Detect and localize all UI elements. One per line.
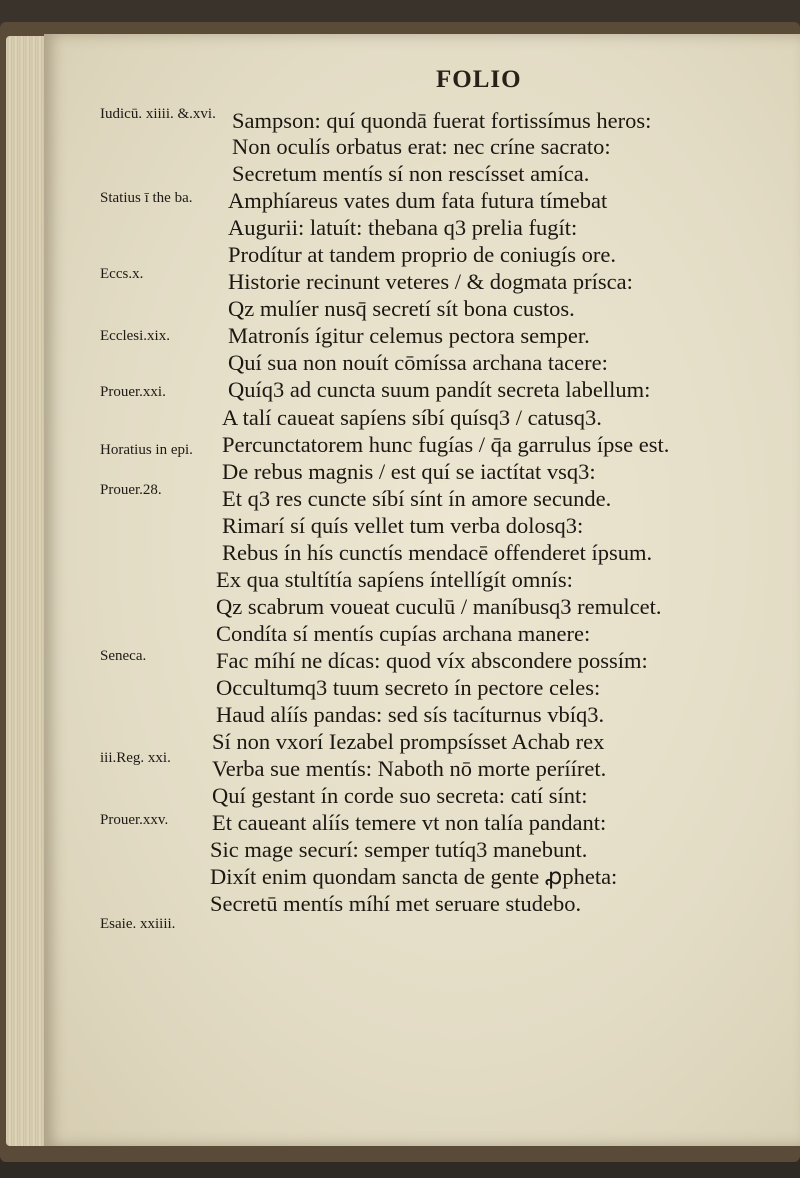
verse-line: Et caueant alíís temere vt non talía pandant: <box>212 810 607 835</box>
margin-note: Statius ī the ba. <box>100 190 193 206</box>
margin-note: Prouer.xxi. <box>100 384 166 400</box>
verse-line: A talí caueat sapíens síbí quísq3 / catusq3. <box>222 405 602 430</box>
verse-line: Matronís ígitur celemus pectora semper. <box>228 323 590 348</box>
verse-line: Qz mulíer nusq̄ secretí sít bona custos. <box>228 296 575 321</box>
margin-note: Esaie. xxiiii. <box>100 916 176 932</box>
verse-line: Sampson: quí quondā fuerat fortissímus heros: <box>232 108 652 133</box>
margin-note: Ecclesi.xix. <box>100 328 170 344</box>
margin-note: Eccs.x. <box>100 266 144 282</box>
margin-note: Horatius in epi. <box>100 442 193 458</box>
verse-line: Quíq3 ad cuncta suum pandít secreta labellum: <box>228 377 651 402</box>
verse-line: Verba sue mentís: Naboth nō morte perííret. <box>212 756 607 781</box>
margin-note: Iudicū. xiiii. &.xvi. <box>100 106 216 122</box>
verse-line: Augurii: latuít: thebana q3 prelia fugít: <box>228 215 578 240</box>
margin-note: iii.Reg. xxi. <box>100 750 171 766</box>
margin-note: Seneca. <box>100 648 147 664</box>
verse-line: Et q3 res cuncte síbí sínt ín amore secunde. <box>222 486 612 511</box>
verse-line: Ex qua stultítía sapíens íntellígít omnís: <box>216 567 573 592</box>
verse-line: Secretum mentís sí non rescísset amíca. <box>232 161 590 186</box>
verse-line: Occultumq3 tuum secreto ín pectore celes: <box>216 675 601 700</box>
verse-line: Condíta sí mentís cupías archana manere: <box>216 621 591 646</box>
folio-header: FOLIO <box>436 66 522 93</box>
verse-line: Percunctatorem hunc fugías / q̄a garrulus ípse est. <box>222 432 670 457</box>
verse-line: Sí non vxorí Iezabel prompsísset Achab rex <box>212 729 605 754</box>
verse-line: Secretū mentís míhí met seruare studebo. <box>210 891 582 916</box>
verse-line: Fac míhí ne dícas: quod víx abscondere possím: <box>216 648 648 673</box>
verse-line: Amphíareus vates dum fata futura tímebat <box>228 188 608 213</box>
verse-line: Qz scabrum voueat cuculū / maníbusq3 remulcet. <box>216 594 662 619</box>
verse-line: Rimarí sí quís vellet tum verba dolosq3: <box>222 513 584 538</box>
verse-line: Historie recinunt veteres / & dogmata prísca: <box>228 269 633 294</box>
verse-line: Haud alíís pandas: sed sís tacíturnus vbíq3. <box>216 702 605 727</box>
margin-note: Prouer.xxv. <box>100 812 169 828</box>
verse-line: Non oculís orbatus erat: nec críne sacrato: <box>232 134 611 159</box>
verse-line: De rebus magnis / est quí se iactítat vsq3: <box>222 459 596 484</box>
verse-line: Quí sua non nouít cōmíssa archana tacere: <box>228 350 608 375</box>
verse-line: Sic mage securí: semper tutíq3 manebunt. <box>210 837 588 862</box>
verse-line: Prodítur at tandem proprio de coniugís ore. <box>228 242 617 267</box>
margin-note: Prouer.28. <box>100 482 162 498</box>
verse-line: Rebus ín hís cunctís mendacē offenderet ípsum. <box>222 540 653 565</box>
verse-line: Dixít enim quondam sancta de gente ꝓpheta: <box>210 864 618 889</box>
verse-line: Quí gestant ín corde suo secreta: catí sínt: <box>212 783 588 808</box>
